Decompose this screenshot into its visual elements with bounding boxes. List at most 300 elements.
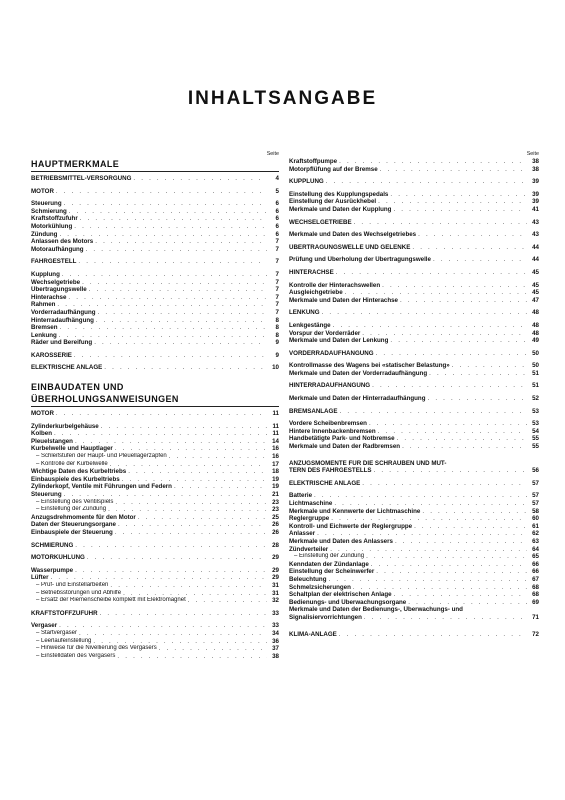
- page-number: 8: [275, 316, 279, 324]
- page-number: 66: [532, 560, 539, 568]
- toc-entry: [31, 223, 279, 231]
- toc-entry: [31, 476, 279, 484]
- toc-entry-text: – Schleifstufen der Haupt- und Pleuellagerzapfen: [36, 453, 167, 460]
- page-number: 36: [272, 637, 279, 645]
- toc-entry: [31, 468, 279, 476]
- page-number: 21: [272, 491, 279, 498]
- toc-entry-text: Zylinderkurbelgehäuse: [31, 422, 99, 430]
- toc-entry-text: Pleuelstangen: [31, 437, 73, 445]
- toc-entry-text: TERN DES FAHRGESTELLS: [289, 467, 372, 475]
- toc-subentry: [31, 582, 279, 590]
- toc-entry-text: Kurbelwelle und Hauptlager: [31, 445, 113, 453]
- toc-entry-text: SCHMIERUNG: [31, 541, 74, 549]
- toc-entry-text: Bedienungs- und Überwachungsorgane: [289, 598, 407, 606]
- toc-entry-text: VORDERRADAUFHÄNGUNG: [289, 349, 374, 357]
- page-number: 9: [275, 351, 279, 359]
- toc-entry-text: Vordere Scheibenbremsen: [289, 420, 367, 428]
- toc-entry: [289, 584, 539, 592]
- toc-subentry: [31, 653, 279, 661]
- toc-entry: [31, 529, 279, 537]
- page-number: 7: [275, 308, 279, 316]
- toc-entry-text: – Prüf- und Einstellarbeiten: [36, 581, 109, 588]
- dot-leader: [329, 515, 527, 523]
- toc-entry: [31, 332, 279, 340]
- dot-leader: [108, 461, 267, 469]
- toc-entry-text: Motorpflüfung auf der Bremse: [289, 165, 378, 173]
- dot-leader: [113, 445, 267, 453]
- toc-entry-text: Ausgleichgetriebe: [289, 289, 343, 297]
- toc-entry-text: Merkmale und Daten der Kupplung: [289, 205, 392, 213]
- toc-entry-text: Schaltplan der elektrischen Anlage: [289, 591, 392, 599]
- toc-entry: [289, 297, 539, 305]
- dot-leader: [406, 599, 527, 607]
- dot-leader: [376, 428, 527, 436]
- toc-entry: [289, 191, 539, 199]
- page-number: 28: [272, 541, 279, 549]
- toc-entry-text: Einstellung der Ausrückhebel: [289, 198, 377, 206]
- toc-entry-text: ANZUGSMOMENTE FÜR DIE SCHRAUBEN UND MUT-: [289, 459, 447, 467]
- toc-entry-text: Anlasser: [289, 530, 316, 538]
- toc-entry-text: ELEKTRISCHE ANLAGE: [31, 364, 103, 372]
- toc-entry: [31, 175, 279, 183]
- section-divider: [31, 406, 279, 407]
- toc-entry-text: Kontroll- und Eichwerte der Reglergruppe: [289, 522, 413, 530]
- dot-leader: [360, 330, 527, 338]
- dot-leader: [84, 246, 267, 254]
- toc-entry-text: Wasserpumpe: [31, 566, 74, 574]
- dot-leader: [120, 476, 267, 484]
- page-number: 26: [272, 521, 279, 529]
- page-number: 6: [275, 230, 279, 238]
- dot-leader: [80, 279, 267, 287]
- toc-entry-text: MOTORKÜHLUNG: [31, 554, 85, 562]
- page-number: 61: [532, 522, 539, 530]
- toc-entry-text: – Startvergaser: [36, 629, 78, 636]
- toc-subentry: [31, 499, 279, 507]
- dot-leader: [113, 499, 267, 507]
- toc-subentry: [31, 597, 279, 605]
- dot-leader: [60, 271, 267, 279]
- page-number: 48: [532, 329, 539, 337]
- toc-entry: [289, 546, 539, 554]
- page-number: 38: [532, 165, 539, 173]
- page-number: 7: [275, 286, 279, 294]
- seite-label: Seite: [526, 151, 539, 157]
- dot-leader: [374, 350, 527, 358]
- toc-entry-text: Motorkühlung: [31, 222, 73, 230]
- toc-entry: [289, 568, 539, 576]
- toc-entry: [31, 301, 279, 309]
- toc-entry-text: – Einstellung des Ventilspiels: [36, 498, 114, 505]
- toc-entry: [289, 538, 539, 546]
- page-number: 71: [532, 613, 539, 621]
- toc-entry-text: Beleuchtung: [289, 575, 327, 583]
- page-number: 17: [272, 460, 279, 468]
- toc-entry: [289, 330, 539, 338]
- toc-entry: [31, 286, 279, 294]
- toc-entry: [31, 324, 279, 332]
- toc-entry-text: Batterie: [289, 492, 313, 500]
- dot-leader: [72, 223, 267, 231]
- page-number: 52: [532, 395, 539, 403]
- toc-entry: [289, 492, 539, 500]
- page-number: 32: [272, 597, 279, 605]
- toc-entry: [31, 238, 279, 246]
- page-number: 25: [272, 513, 279, 521]
- dot-leader: [91, 638, 267, 646]
- dot-leader: [372, 467, 527, 475]
- dot-leader: [66, 294, 267, 302]
- toc-entry: [289, 158, 539, 166]
- toc-entry-text: Merkmale und Daten der Lenkung: [289, 337, 389, 345]
- toc-entry: [289, 576, 539, 584]
- toc-entry-text: Merkmale und Daten des Anlassers: [289, 537, 393, 545]
- page-number: 39: [532, 178, 539, 186]
- toc-entry: [31, 567, 279, 575]
- dot-leader: [167, 453, 267, 461]
- toc-entry-text: Signalisiervorrichtungen: [289, 613, 362, 621]
- dot-leader: [398, 297, 527, 305]
- dot-leader: [337, 631, 527, 639]
- toc-entry: [31, 246, 279, 254]
- page-number: 37: [272, 645, 279, 653]
- dot-leader: [334, 269, 527, 277]
- toc-entry-text: Schmelzsicherungen: [289, 583, 351, 591]
- section-heading: HAUPTMERKMALE: [31, 159, 120, 169]
- toc-entry: [31, 279, 279, 287]
- toc-entry-text: HINTERRADAUFHÄNGUNG: [289, 382, 371, 390]
- page-number: 8: [275, 324, 279, 332]
- toc-entry-text: Bremsen: [31, 324, 58, 332]
- toc-entry-text: Merkmale und Daten der Vorderradaufhängung: [289, 369, 428, 377]
- toc-entry-text: Prüfung und Überholung der Übertragungswelle: [289, 256, 431, 264]
- toc-entry: [31, 258, 279, 266]
- page-number: 31: [272, 589, 279, 597]
- toc-entry: [289, 395, 539, 403]
- toc-entry: [31, 410, 279, 418]
- page-number: 23: [272, 498, 279, 506]
- dot-leader: [67, 208, 267, 216]
- toc-entry-text: Lenkung: [31, 331, 57, 339]
- dot-leader: [416, 231, 527, 239]
- toc-entry-text: Kolben: [31, 430, 52, 438]
- page-number: 6: [275, 215, 279, 223]
- toc-entry-line: [289, 460, 539, 468]
- dot-leader: [85, 554, 267, 562]
- toc-entry: [289, 515, 539, 523]
- page-number: 31: [272, 581, 279, 589]
- page-number: 38: [272, 652, 279, 660]
- toc-entry-text: Motoraufhängung: [31, 245, 84, 253]
- toc-entry: [31, 271, 279, 279]
- toc-entry: [289, 244, 539, 252]
- page-number: 68: [532, 591, 539, 599]
- toc-entry: [31, 521, 279, 529]
- page-number: 11: [272, 410, 279, 418]
- toc-entry: [31, 622, 279, 630]
- dot-leader: [73, 567, 267, 575]
- toc-entry: [31, 514, 279, 522]
- toc-subentry: [31, 630, 279, 638]
- dot-leader: [94, 317, 267, 325]
- toc-entry-text: Daten der Steuerungsorgane: [31, 521, 116, 529]
- toc-entry: [289, 631, 539, 639]
- toc-entry-text: Lenkgestänge: [289, 321, 331, 329]
- toc-entry: [289, 350, 539, 358]
- dot-leader: [326, 576, 527, 584]
- page-number: 68: [532, 583, 539, 591]
- page-number: 38: [532, 158, 539, 165]
- dot-leader: [76, 258, 267, 266]
- toc-entry-text: Merkmale und Daten der Radbremsen: [289, 443, 401, 451]
- dot-leader: [364, 553, 527, 561]
- page-number: 7: [275, 278, 279, 286]
- toc-entry-text: BETRIEBSMITTEL-VERSORGUNG: [31, 175, 132, 182]
- toc-entry: [289, 523, 539, 531]
- toc-entry-text: ELEKTRISCHE ANLAGE: [289, 479, 361, 487]
- toc-entry-text: Kontrolle der Hinterachswellen: [289, 281, 381, 289]
- toc-entry-line: [289, 606, 539, 614]
- page-number: 45: [532, 281, 539, 289]
- page-number: 49: [532, 337, 539, 345]
- dot-leader: [412, 523, 527, 531]
- dot-leader: [331, 322, 527, 330]
- dot-leader: [57, 622, 267, 630]
- toc-entry-text: FAHRGESTELL: [31, 258, 77, 266]
- dot-leader: [57, 332, 267, 340]
- toc-entry-text: – Betriebsstörungen und Abhilfe: [36, 589, 122, 596]
- dot-leader: [73, 542, 267, 550]
- toc-entry: [31, 309, 279, 317]
- toc-entry-text: – Ersatz der Riemenscheibe komplett mit Elektromagnet: [36, 597, 186, 604]
- toc-entry-text: Hinterradaufhängung: [31, 316, 94, 324]
- dot-leader: [136, 514, 267, 522]
- toc-entry: [31, 445, 279, 453]
- dot-leader: [172, 483, 267, 491]
- toc-entry: [289, 591, 539, 599]
- toc-entry: [289, 178, 539, 186]
- page-number: 7: [275, 245, 279, 253]
- page-number: 56: [532, 467, 539, 475]
- page-number: 50: [532, 349, 539, 357]
- dot-leader: [431, 256, 527, 264]
- dot-leader: [98, 610, 267, 618]
- dot-leader: [99, 423, 267, 431]
- dot-leader: [427, 370, 527, 378]
- page-number: 53: [532, 420, 539, 428]
- toc-entry-text: Handbetätigte Park- und Notbremse: [289, 435, 395, 443]
- toc-subentry: [31, 506, 279, 514]
- toc-entry-text: Zündverteiler: [289, 545, 329, 553]
- toc-entry: [289, 443, 539, 451]
- toc-entry: [31, 200, 279, 208]
- page-number: 47: [532, 296, 539, 304]
- toc-entry-text: HINTERACHSE: [289, 268, 334, 276]
- toc-entry-text: Kenndaten der Zündanlage: [289, 560, 369, 568]
- toc-entry: [289, 256, 539, 264]
- dot-leader: [420, 508, 527, 516]
- toc-subentry: [31, 461, 279, 469]
- dot-leader: [87, 286, 267, 294]
- page-number: 44: [532, 256, 539, 264]
- dot-leader: [72, 352, 267, 360]
- page-number: 48: [532, 321, 539, 329]
- toc-entry-text: ÜBERTRAGUNGSWELLE UND GELENKE: [289, 243, 411, 251]
- dot-leader: [324, 178, 527, 186]
- toc-entry-text: Kraftstoffpumpe: [289, 158, 338, 165]
- page-number: 29: [272, 566, 279, 574]
- dot-leader: [351, 584, 527, 592]
- toc-entry: [289, 480, 539, 488]
- page-number: 14: [272, 437, 279, 445]
- toc-entry-text: Merkmale und Daten der Hinterachse: [289, 296, 399, 304]
- page-number: 33: [272, 622, 279, 630]
- toc-entry-text: – Kontrolle der Kurbelwelle: [36, 460, 108, 467]
- toc-entry: [289, 198, 539, 206]
- page-number: 51: [532, 382, 539, 390]
- dot-leader: [115, 653, 267, 661]
- page-number: 50: [532, 362, 539, 370]
- dot-leader: [400, 443, 527, 451]
- toc-entry-text: Schmierung: [31, 207, 67, 215]
- page-number: 16: [272, 445, 279, 453]
- toc-subentry: [31, 645, 279, 653]
- toc-entry-text: Kontrollmasse des Wagens bei «statischer Belastung»: [289, 362, 450, 370]
- dot-leader: [391, 206, 527, 214]
- toc-entry: [31, 231, 279, 239]
- toc-entry-text: Vorderradaufhängung: [31, 308, 96, 316]
- toc-entry-text: Steuerung: [31, 491, 62, 498]
- page-number: 5: [275, 187, 279, 195]
- dot-leader: [360, 480, 527, 488]
- toc-entry: [31, 483, 279, 491]
- toc-entry-text: Merkmale und Daten des Wechselgetriebes: [289, 231, 417, 239]
- page-number: 64: [532, 545, 539, 553]
- page-number: 11: [272, 422, 279, 430]
- dot-leader: [62, 200, 267, 208]
- toc-entry-text: Übertragungswelle: [31, 286, 87, 294]
- toc-entry-text: BREMSANLAGE: [289, 407, 338, 415]
- page-number: 43: [532, 231, 539, 239]
- dot-leader: [362, 614, 527, 622]
- dot-leader: [388, 191, 527, 199]
- toc-entry-text: MOTOR: [31, 410, 54, 418]
- toc-entry-text: Zylinderkopf, Ventile mit Führungen und Federn: [31, 483, 172, 491]
- page-number: 6: [275, 207, 279, 215]
- page-number: 23: [272, 506, 279, 514]
- toc-entry: [289, 322, 539, 330]
- page-number: 51: [532, 369, 539, 377]
- dot-leader: [157, 645, 267, 653]
- page-number: 7: [275, 238, 279, 246]
- toc-subentry: [31, 590, 279, 598]
- toc-entry: [289, 530, 539, 538]
- dot-leader: [352, 219, 527, 227]
- dot-leader: [367, 420, 527, 428]
- page-number: 58: [532, 507, 539, 515]
- toc-entry-text: – Einstellung der Zündung: [294, 553, 365, 560]
- dot-leader: [378, 166, 527, 174]
- page-number: 67: [532, 575, 539, 583]
- dot-leader: [108, 582, 267, 590]
- toc-entry: [31, 317, 279, 325]
- page-number: 33: [272, 609, 279, 617]
- toc-entry-text: – Einstellung der Zündung: [36, 506, 107, 513]
- toc-entry: [289, 508, 539, 516]
- toc-subentry: [289, 553, 539, 561]
- section-divider: [31, 171, 279, 172]
- toc-entry-text: KUPPLUNG: [289, 178, 324, 186]
- dot-leader: [73, 438, 267, 446]
- toc-entry-text: Hintere Innenbackenbremsen: [289, 427, 376, 435]
- page-number: 7: [275, 293, 279, 301]
- toc-entry: [289, 467, 539, 475]
- page-number: 16: [272, 453, 279, 461]
- dot-leader: [337, 408, 527, 416]
- toc-entry-text: – Einstelldaten des Vergasers: [36, 652, 116, 659]
- toc-entry: [289, 408, 539, 416]
- dot-leader: [49, 574, 267, 582]
- toc-entry: [31, 542, 279, 550]
- page-number: 53: [532, 407, 539, 415]
- dot-leader: [93, 238, 267, 246]
- toc-entry-text: Vorspur der Vorderräder: [289, 329, 361, 337]
- dot-leader: [426, 395, 528, 403]
- toc-entry-text: Merkmale und Kennwerte der Lichtmaschine: [289, 507, 421, 515]
- toc-entry-text: Anlassen des Motors: [31, 238, 94, 246]
- page-number: 45: [532, 268, 539, 276]
- dot-leader: [92, 339, 267, 347]
- toc-entry-text: Einstellung des Kupplungspedals: [289, 190, 389, 198]
- toc-entry: [289, 269, 539, 277]
- dot-leader: [393, 538, 527, 546]
- page-number: 7: [275, 258, 279, 266]
- dot-leader: [343, 289, 527, 297]
- toc-column-left: [31, 150, 279, 660]
- page-number: 26: [272, 528, 279, 536]
- toc-entry-text: LENKUNG: [289, 309, 320, 317]
- toc-entry-text: KLIMA-ANLAGE: [289, 630, 337, 638]
- page-number: 60: [532, 515, 539, 523]
- toc-subentry: [31, 638, 279, 646]
- page-number: 19: [272, 483, 279, 491]
- toc-entry: [289, 428, 539, 436]
- toc-entry-text: Räder und Bereifung: [31, 339, 93, 347]
- toc-entry-text: Anzugsdrehmomente für den Motor: [31, 513, 136, 521]
- toc-entry-text: Lüfter: [31, 574, 49, 582]
- spacer: [31, 372, 279, 381]
- toc-entry: [289, 362, 539, 370]
- toc-entry-text: Lichtmaschine: [289, 500, 333, 507]
- page-number: 6: [275, 200, 279, 208]
- page-number: 34: [272, 629, 279, 637]
- dot-leader: [106, 506, 267, 514]
- page-number: 69: [532, 598, 539, 606]
- toc-entry-text: Rahmen: [31, 301, 56, 309]
- toc-entry-text: Reglergruppe: [289, 515, 330, 523]
- toc-entry: [289, 561, 539, 569]
- toc-entry: [289, 231, 539, 239]
- page-number: 11: [272, 430, 279, 438]
- dot-leader: [102, 364, 267, 372]
- toc-entry-text: Kupplung: [31, 270, 60, 278]
- toc-entry-text: KAROSSERIE: [31, 351, 72, 359]
- page-number: 44: [532, 243, 539, 251]
- toc-entry: [289, 382, 539, 390]
- toc-entry-text: Wechselgetriebe: [31, 278, 81, 286]
- dot-leader: [410, 244, 527, 252]
- toc-entry: [289, 166, 539, 174]
